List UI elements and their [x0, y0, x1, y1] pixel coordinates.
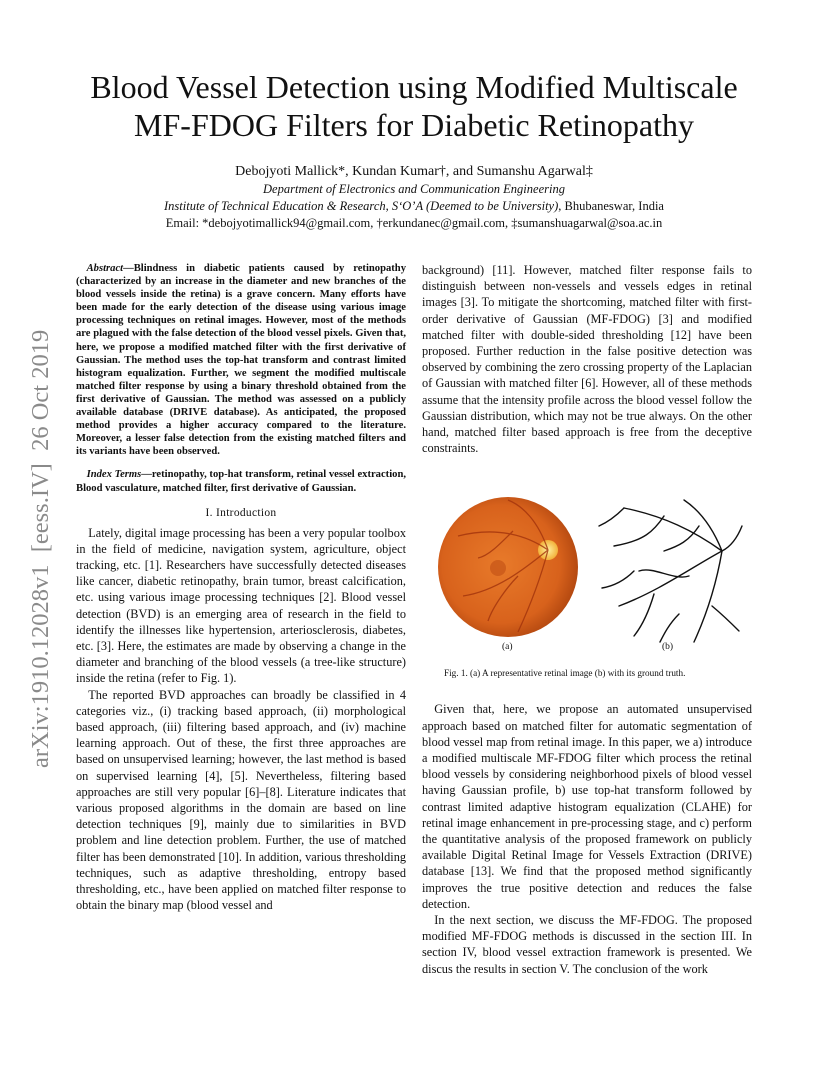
right-column — [422, 262, 752, 977]
title-line-2: MF-FDOG Filters for Diabetic Retinopathy — [134, 107, 694, 143]
intro-paragraph-2: The reported BVD approaches can broadly be classified in 4 categories viz., (i) tracking based approach, (ii) morphological based approach, (iii) filtering based approach, and (iv) machine learning approach. Out of these, the first three approaches are based on unsupervised learning; however, the last method is based on supervised learning [4], [5]. Nevertheless, filtering based approaches are still very popular [6]–[8]. Literature indicates that various proposed algorithms in the domain are based on line detection techniques [9], mainly due to similarities in BVD problem and line detection problem. Further, the use of matched filter has been demonstrated [10]. In addition, various thresholding techniques, such as adaptive thresholding, entropy based thresholding, etc., have been applied on matched filter response to obtain the binary map (blood vessel and — [76, 687, 406, 913]
affiliation-city: , Bhubaneswar, India — [558, 199, 664, 213]
affiliation-institute: Institute of Technical Education & Research, S‘O’A (Deemed to be University) — [164, 199, 559, 213]
author-list: Debojyoti Mallick*, Kundan Kumar†, and Sumanshu Agarwal‡ — [235, 164, 593, 179]
affiliation-institute-line — [60, 198, 768, 215]
abstract-label: Abstract — [86, 263, 124, 274]
arxiv-side-stamp — [14, 0, 58, 1072]
abstract-text: —Blindness in diabetic patients caused by retinopathy (characterized by an increase in the diameter and new branches of the blood vessels inside the retina) is a grave concern. Many efforts have been made for the early detection of the disease using various image processing techniques on retinal images. However, most of the methods are plagued with the false detection of the blood vessel pixels. Given that, here, we propose a modified matched filter with the first derivative of Gaussian. The method uses the top-hat transform and contrast limited histogram equalization. Further, we segment the modified multiscale matched filter response by using a binary threshold obtained from the first derivative of Gaussian. The method was assessed on a publicly available database (DRIVE database). As anticipated, the proposed method provides a higher accuracy compared to the literature. Moreover, a lesser false detection from the existing matched filters and its variants have been observed. — [76, 263, 406, 458]
author-emails: Email: *debojyotimallick94@gmail.com, †erkundanec@gmail.com, ‡sumanshuagarwal@soa.ac.in — [165, 216, 663, 230]
vessel-ground-truth-image — [594, 496, 744, 646]
intro-paragraph-1: Lately, digital image processing has been a very popular toolbox in the field of medicine, navigation system, agriculture, object tracking, etc. [1]. Researchers have successfully detected diseases like cancer, diabetic retinopathy, brain tumor, breast calcification, etc. using various image processing techniques [2]. Blood vessel detection (BVD) is an emerging area of research in the field to identify the illnesses like hypertension, arteriosclerosis, diabetes, etc. [3]. Here, the estimates are made by observing a change in the diameter and branching of the blood vessels (a tree-like structure) inside the retina (refer to Fig. 1). — [76, 525, 406, 686]
figure-caption: Fig. 1. (a) A representative retinal image (b) with its ground truth. — [444, 668, 686, 679]
left-column — [76, 262, 406, 913]
section-heading-introduction: I. Introduction — [205, 506, 277, 519]
affiliation-department: Department of Electronics and Communication Engineering — [263, 182, 565, 196]
right-paragraph-3: In the next section, we discuss the MF-FDOG. The proposed modified MF-FDOG methods is discussed in the section III. In section IV, blood vessel extraction framework is presented. We discus the results in section V. The conclusion of the work — [422, 913, 752, 976]
retinal-fundus-image — [438, 496, 580, 638]
right-paragraph-2: Given that, here, we propose an automated unsupervised approach based on matched filter for automatic segmentation of blood vessel map from retinal image. In this paper, we a) introduce a modified multiscale MF-FDOG filter which process the retinal blood vessels by considering neighborhood pixels of blood vessel having Gaussian profile, b) use top-hat transform followed by contrast limited adaptive histogram equalization (CLAHE) for retinal image enhancement in pre-processing stage, and c) perform the quantitative analysis of the proposed framework on publicly available Digital Retinal Image for Vessels Extraction (DRIVE) database [13]. We find that the proposed method significantly improves the true positive detection and reduces the false detection. — [422, 702, 752, 911]
abstract — [76, 262, 406, 458]
figure-label-a: (a) — [502, 642, 513, 653]
arxiv-stamp-text: arXiv:1910.12028v1 [eess.IV] 26 Oct 2019 — [27, 329, 54, 768]
paper-title — [60, 68, 768, 144]
title-line-1: Blood Vessel Detection using Modified Multiscale — [90, 69, 738, 105]
index-terms-text: —retinopathy, top-hat transform, retinal vessel extraction, Blood vasculature, matched filter, first derivative of Gaussian. — [76, 469, 406, 494]
right-paragraph-1: background) [11]. However, matched filter response fails to distinguish between non-vessels and vessels edges in retinal images [3]. To mitigate the shortcoming, matched filter with first-order derivative of Gaussian (MF-FDOG) [3] and modified matched filter with double-sided thresholding [12] have been proposed. Further reduction in the false positive detection was observed by combining the zero crossing property of the Laplacian of Gaussian with matched filter [6]. However, all of these methods assume that the intensity profile across the blood vessel follow the Gaussian distribution, which may not be true always. On the other hand, matched filter based approach is free from the deceptive constraints. — [422, 263, 752, 456]
index-terms — [76, 468, 406, 494]
index-terms-label: Index Terms — [86, 469, 142, 481]
figure-1 — [422, 496, 752, 701]
figure-label-b: (b) — [662, 642, 674, 653]
arxiv-stamp-graphic — [14, 0, 58, 1072]
affiliation-block — [60, 181, 768, 232]
